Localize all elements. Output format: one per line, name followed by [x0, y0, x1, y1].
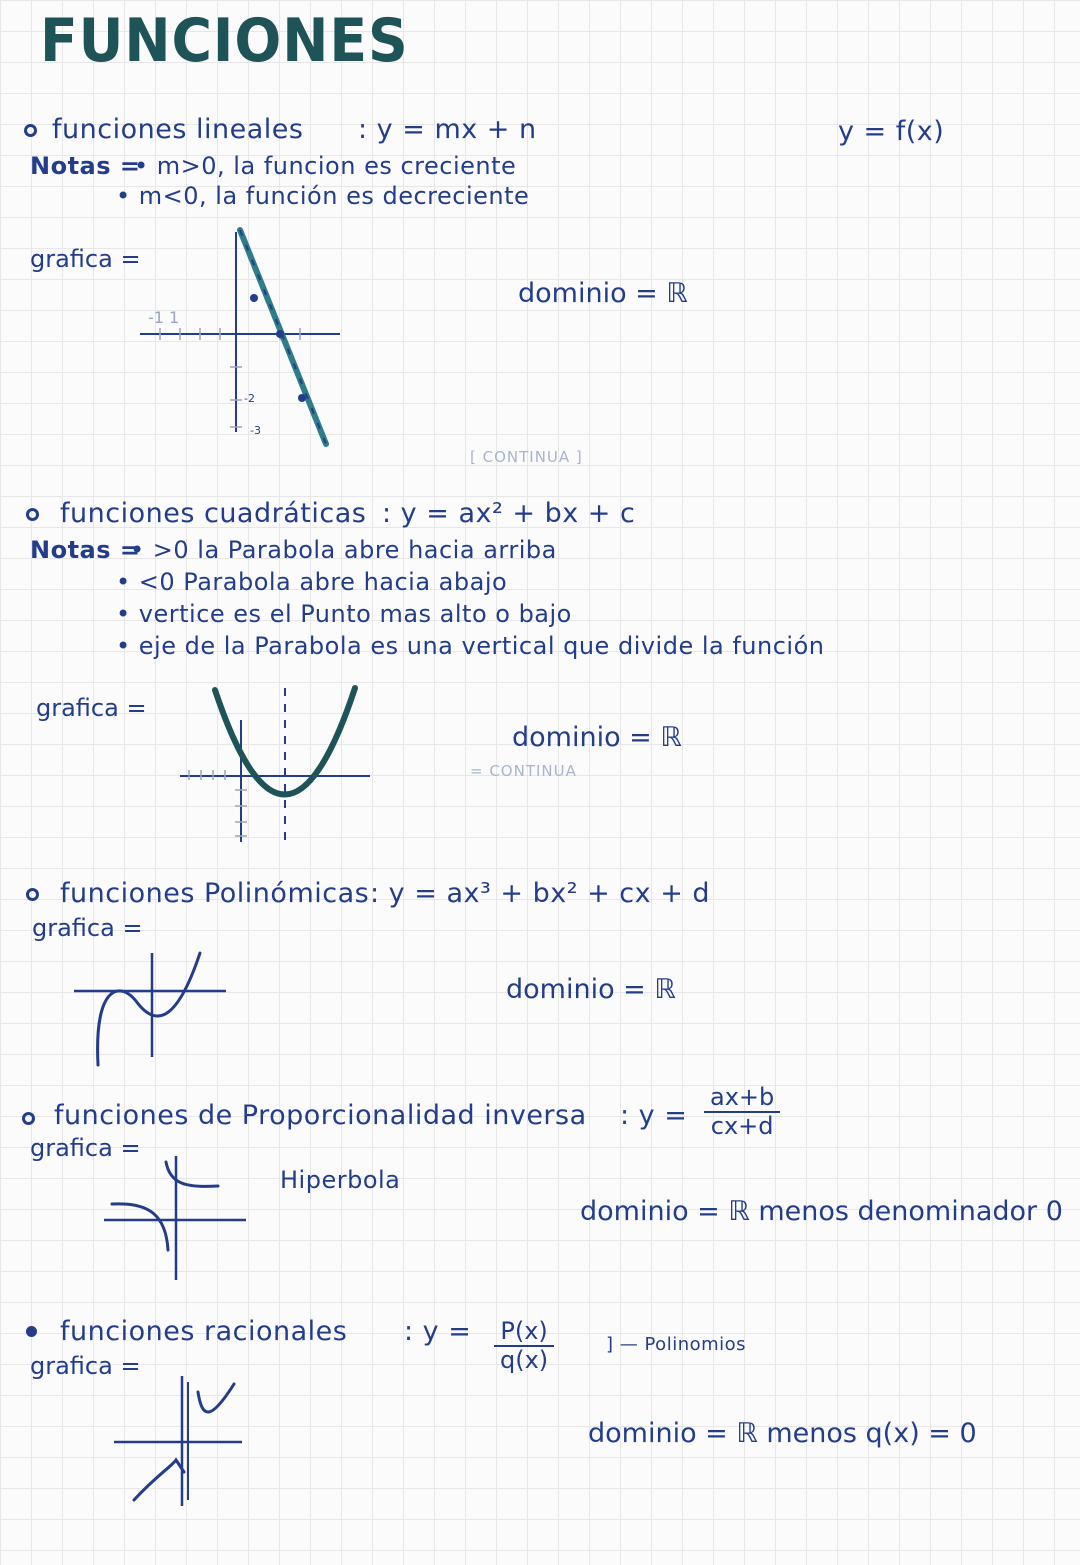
graph-label: grafica =: [36, 694, 147, 722]
tick-label: -2: [244, 392, 255, 405]
section-formula-lineales: : y = mx + n: [358, 114, 537, 145]
section-bullet: [24, 124, 37, 137]
rational-curve-icon: [110, 1372, 250, 1512]
fraction-numerator: ax+b: [704, 1084, 780, 1113]
tick-label: -1 1: [148, 308, 180, 327]
bracket-note: ] — Polinomios: [606, 1334, 747, 1355]
section-heading-racionales: funciones racionales: [60, 1316, 348, 1347]
note-line: • >0 la Parabola abre hacia arriba: [130, 536, 557, 564]
fraction-racionales: [494, 1318, 554, 1374]
section-formula-cuadraticas: : y = ax² + bx + c: [382, 498, 636, 529]
section-heading-cuadraticas: funciones cuadráticas: [60, 498, 367, 529]
domain-label: dominio = ℝ menos q(x) = 0: [588, 1418, 977, 1449]
section-formula-inversa: : y =: [620, 1100, 688, 1131]
note-line: • eje de la Parabola es una vertical que divide la función: [116, 632, 825, 660]
domain-label: dominio = ℝ menos denominador 0: [580, 1196, 1063, 1227]
section-formula-racionales: : y =: [404, 1316, 472, 1347]
notes-label: Notas =: [30, 536, 141, 564]
graph-label: grafica =: [32, 914, 143, 942]
domain-label: dominio = ℝ: [518, 278, 688, 309]
parabola-icon: [175, 680, 375, 850]
graph-label: grafica =: [30, 1352, 141, 1380]
faint-note: = CONTINUA: [470, 762, 577, 780]
faint-note: [ CONTINUA ]: [470, 448, 583, 466]
section-heading-inversa: funciones de Proporcionalidad inversa: [54, 1100, 587, 1131]
tick-label: -3: [250, 424, 261, 437]
hyperbola-icon: [100, 1150, 250, 1285]
section-bullet: [26, 888, 39, 901]
fraction-numerator: P(x): [494, 1318, 553, 1347]
page-title: FUNCIONES: [40, 6, 409, 76]
decreasing-line-icon: [130, 222, 360, 452]
domain-label: dominio = ℝ: [506, 974, 676, 1005]
fraction-denominator: q(x): [500, 1346, 549, 1374]
cubic-curve-icon: [70, 945, 230, 1070]
note-line: • vertice es el Punto mas alto o bajo: [116, 600, 572, 628]
general-formula: y = f(x): [838, 116, 945, 147]
section-bullet: [26, 508, 39, 521]
section-bullet: [22, 1112, 35, 1125]
note-line: • m<0, la función es decreciente: [116, 182, 530, 210]
section-formula-polinomicas: : y = ax³ + bx² + cx + d: [370, 878, 711, 909]
curve-name: Hiperbola: [280, 1166, 401, 1194]
fraction-denominator: cx+d: [710, 1112, 774, 1140]
note-line: • <0 Parabola abre hacia abajo: [116, 568, 508, 596]
section-bullet: [26, 1326, 37, 1337]
section-heading-polinomicas: funciones Polinómicas: [60, 878, 370, 909]
graph-label: grafica =: [30, 1134, 141, 1162]
note-line: • m>0, la funcion es creciente: [134, 152, 517, 180]
section-heading-lineales: funciones lineales: [52, 114, 304, 145]
graph-label: grafica =: [30, 245, 141, 273]
domain-label: dominio = ℝ: [512, 722, 682, 753]
notes-label: Notas =: [30, 152, 141, 180]
fraction-inversa: [704, 1084, 780, 1140]
